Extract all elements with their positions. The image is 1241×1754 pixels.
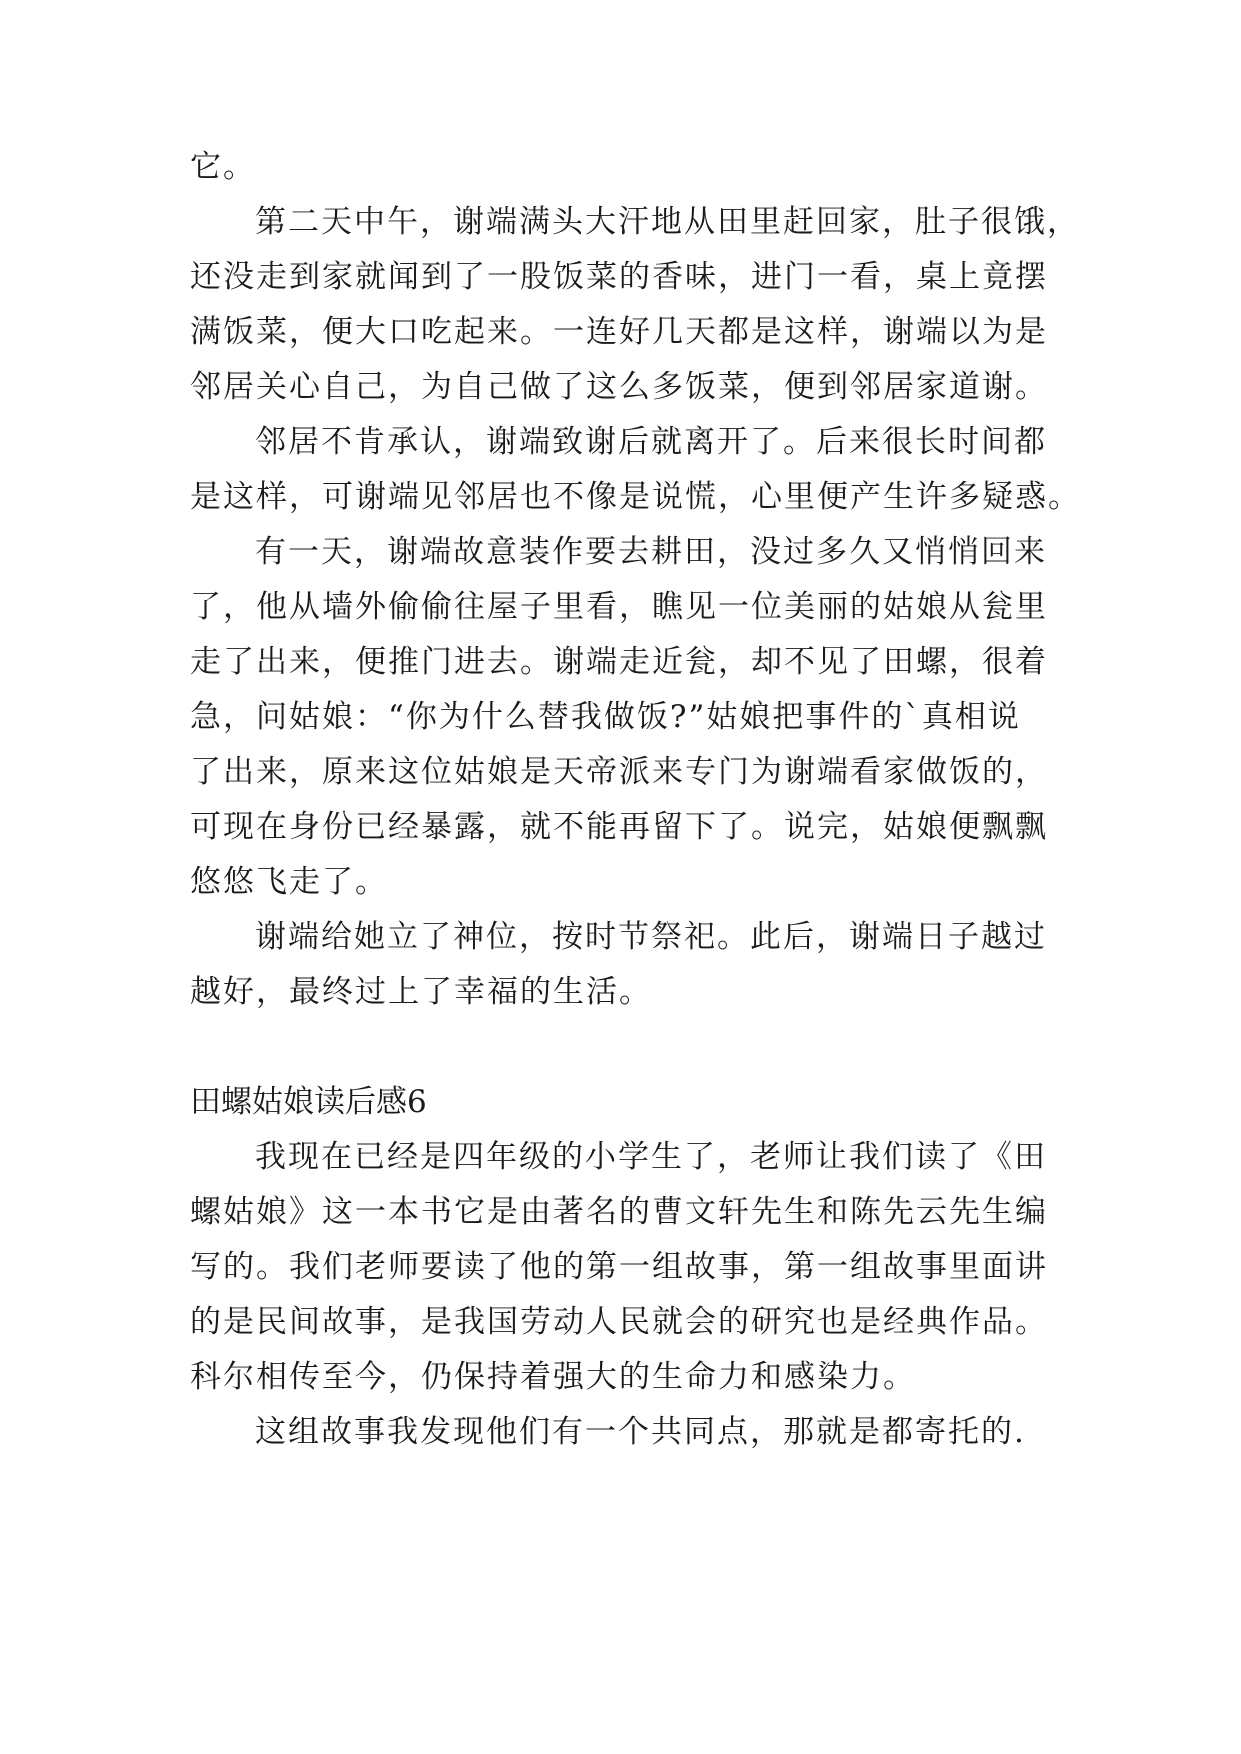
text-line: 的是民间故事，是我国劳动人民就会的研究也是经典作品。 [190,1304,1048,1340]
text-line: 了，他从墙外偷偷往屋子里看，瞧见一位美丽的姑娘从瓮里 [190,589,1048,625]
paragraph-start-line: 第二天中午，谢端满头大汗地从田里赶回家，肚子很饿， [255,204,1080,240]
paragraph-start-line: 谢端给她立了神位，按时节祭祀。此后，谢端日子越过 [255,919,1047,955]
text-line: 写的。我们老师要读了他的第一组故事，第一组故事里面讲 [190,1249,1048,1285]
text-line: 可现在身份已经暴露，就不能再留下了。说完，姑娘便飘飘 [190,809,1048,845]
text-line: 还没走到家就闻到了一股饭菜的香味，进门一看，桌上竟摆 [190,259,1048,295]
text-line: 它。 [190,149,256,185]
text-line: 是这样，可谢端见邻居也不像是说慌，心里便产生许多疑惑。 [190,479,1081,515]
text-line: 急，问姑娘：“你为什么替我做饭?”姑娘把事件的`真相说 [190,699,1021,735]
text-line: 越好，最终过上了幸福的生活。 [190,974,652,1010]
section-title: 田螺姑娘读后感6 [190,1084,427,1120]
text-line: 悠悠飞走了。 [190,864,388,900]
paragraph-start-line: 邻居不肯承认，谢端致谢后就离开了。后来很长时间都 [255,424,1047,460]
paragraph-start-line: 我现在已经是四年级的小学生了，老师让我们读了《田 [255,1139,1047,1175]
text-line: 科尔相传至今，仍保持着强大的生命力和感染力。 [190,1359,916,1395]
text-line: 满饭菜，便大口吃起来。一连好几天都是这样，谢端以为是 [190,314,1048,350]
text-line: 了出来，原来这位姑娘是天帝派来专门为谢端看家做饭的， [190,754,1048,790]
paragraph-start-line: 有一天，谢端故意装作要去耕田，没过多久又悄悄回来 [255,534,1047,570]
paragraph-start-line: 这组故事我发现他们有一个共同点，那就是都寄托的. [255,1414,1026,1450]
text-line: 走了出来，便推门进去。谢端走近瓮，却不见了田螺，很着 [190,644,1048,680]
text-line: 邻居关心自己，为自己做了这么多饭菜，便到邻居家道谢。 [190,369,1048,405]
text-line: 螺姑娘》这一本书它是由著名的曹文轩先生和陈先云先生编 [190,1194,1048,1230]
